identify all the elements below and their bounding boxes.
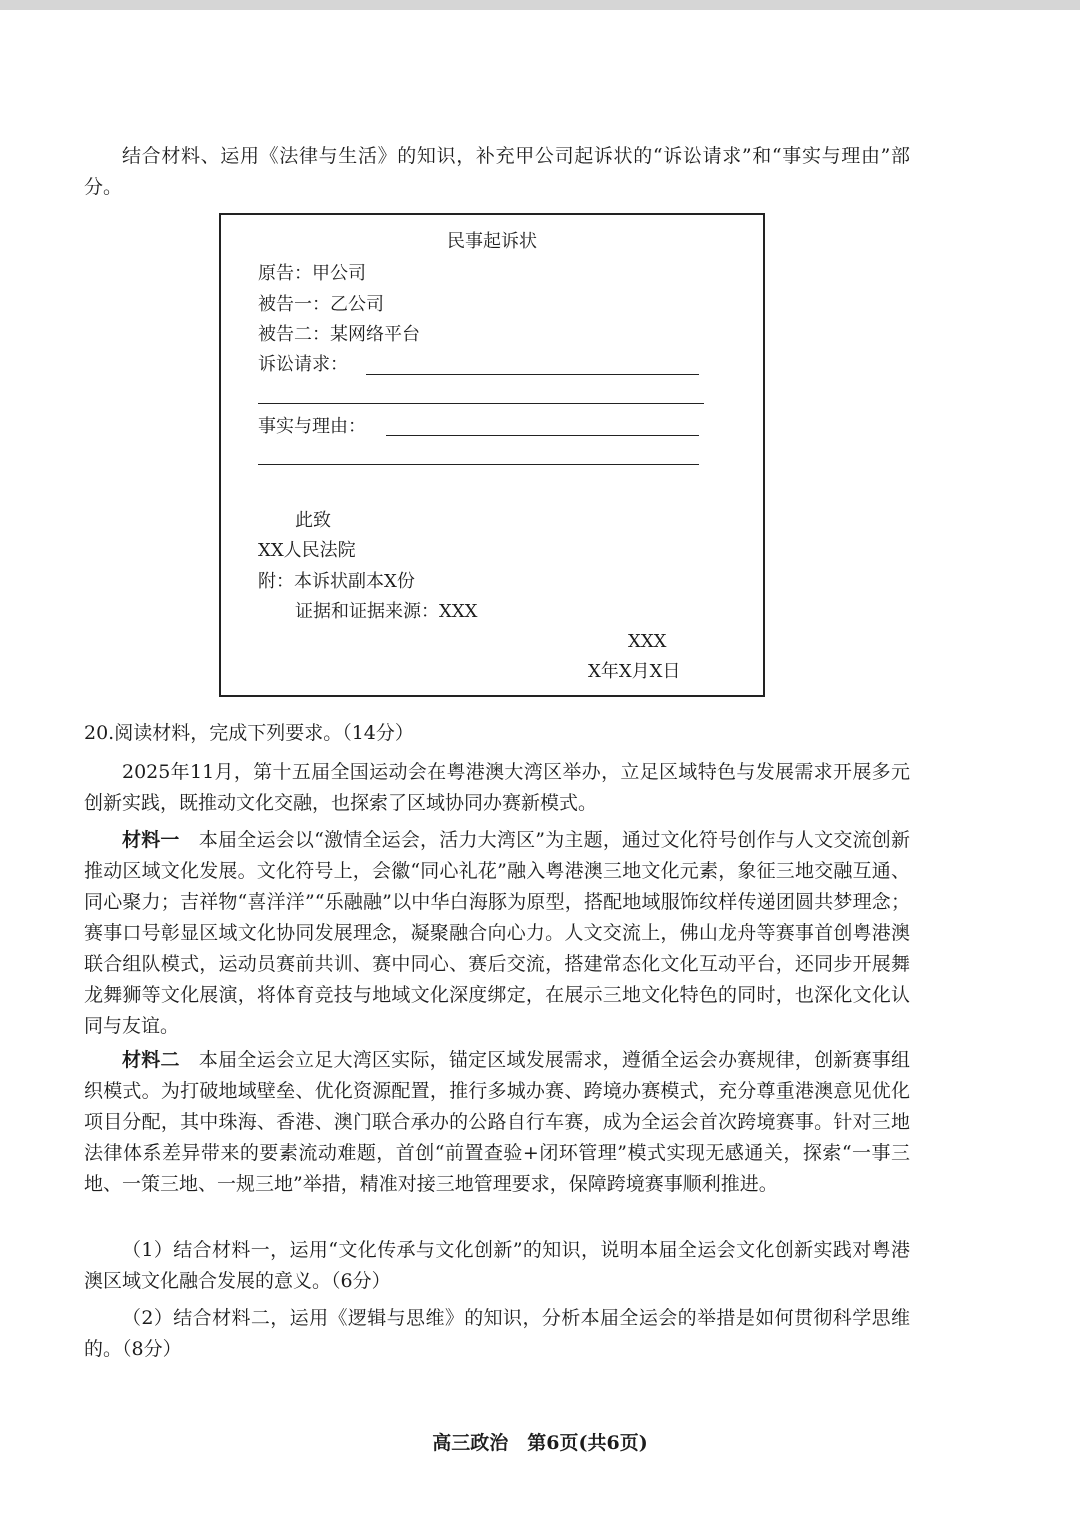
facts-blank-line-1 (386, 435, 699, 436)
q19-instruction: 结合材料、运用《法律与生活》的知识，补充甲公司起诉状的“诉讼请求”和“事实与理由”部分。 (84, 145, 910, 198)
evidence-line: 证据和证据来源：XXX (295, 601, 478, 622)
q20-background: 2025年11月，第十五届全国运动会在粤港澳大湾区举办，立足区域特色与发展需求开展多元创新实践，既推动文化交融，也探索了区域协同办赛新模式。 (84, 761, 910, 814)
sub-question-two: （2）结合材料二，运用《逻辑与思维》的知识，分析本届全运会的举措是如何贯彻科学思维的。（8分） (84, 1307, 910, 1360)
material-one (84, 825, 910, 1042)
claims-label: 诉讼请求： (258, 354, 348, 375)
date-line: X年X月X日 (588, 661, 681, 682)
material-two (84, 1045, 910, 1200)
defendant-one-line: 被告一：乙公司 (258, 294, 384, 315)
signature: XXX (628, 631, 667, 652)
plaintiff-line: 原告：甲公司 (258, 263, 366, 284)
court-name: XX人民法院 (258, 540, 356, 561)
claims-blank-line-1 (366, 374, 699, 375)
facts-label: 事实与理由： (258, 416, 366, 437)
material-one-text: 本届全运会以“激情全运会，活力大湾区”为主题，通过文化符号创作与人文交流创新推动区域文化发展。文化符号上，会徽“同心礼花”融入粤港澳三地文化元素，象征三地交融互通、同心聚力；吉祥物“喜洋洋”“乐融融”以中华白海豚为原型，搭配地域服饰纹样传递团圆共梦理念；赛事口号彰显区域文化协同发展理念，凝聚融合向心力。人文交流上，佛山龙舟等赛事首创粤港澳联合组队模式，运动员赛前共训、赛中同心、赛后交流，搭建常态化文化互动平台，还同步开展舞龙舞狮等文化展演，将体育竞技与地域文化深度绑定，在展示三地文化特色的同时，也深化文化认同与友谊。 (84, 829, 910, 1037)
sub-question-one: （1）结合材料一，运用“文化传承与文化创新”的知识，说明本届全运会文化创新实践对粤港澳区域文化融合发展的意义。（6分） (84, 1239, 910, 1292)
q20-heading: 20.阅读材料，完成下列要求。（14分） (84, 722, 414, 744)
facts-blank-line-2 (258, 464, 699, 465)
claims-blank-line-2 (258, 403, 704, 404)
complaint-form (219, 213, 765, 697)
material-two-label: 材料二 (122, 1049, 180, 1071)
complaint-title: 民事起诉状 (447, 231, 537, 252)
material-two-text: 本届全运会立足大湾区实际，锚定区域发展需求，遵循全运会办赛规律，创新赛事组织模式。为打破地域壁垒、优化资源配置，推行多城办赛、跨境办赛模式，充分尊重港澳意见优化项目分配，其中珠海、香港、澳门联合承办的公路自行车赛，成为全运会首次跨境赛事。针对三地法律体系差异带来的要素流动难题，首创“前置查验+闭环管理”模式实现无感通关，探索“一事三地、一策三地、一规三地”举措，精准对接三地管理要求，保障跨境赛事顺利推进。 (84, 1049, 910, 1195)
defendant-two-line: 被告二：某网络平台 (258, 324, 420, 345)
page-footer: 高三政治 第6页(共6页) (432, 1432, 648, 1454)
scan-top-edge (0, 0, 1080, 10)
material-one-label: 材料一 (122, 829, 180, 851)
salutation: 此致 (295, 510, 331, 531)
attachment-line: 附：本诉状副本X份 (258, 571, 415, 592)
